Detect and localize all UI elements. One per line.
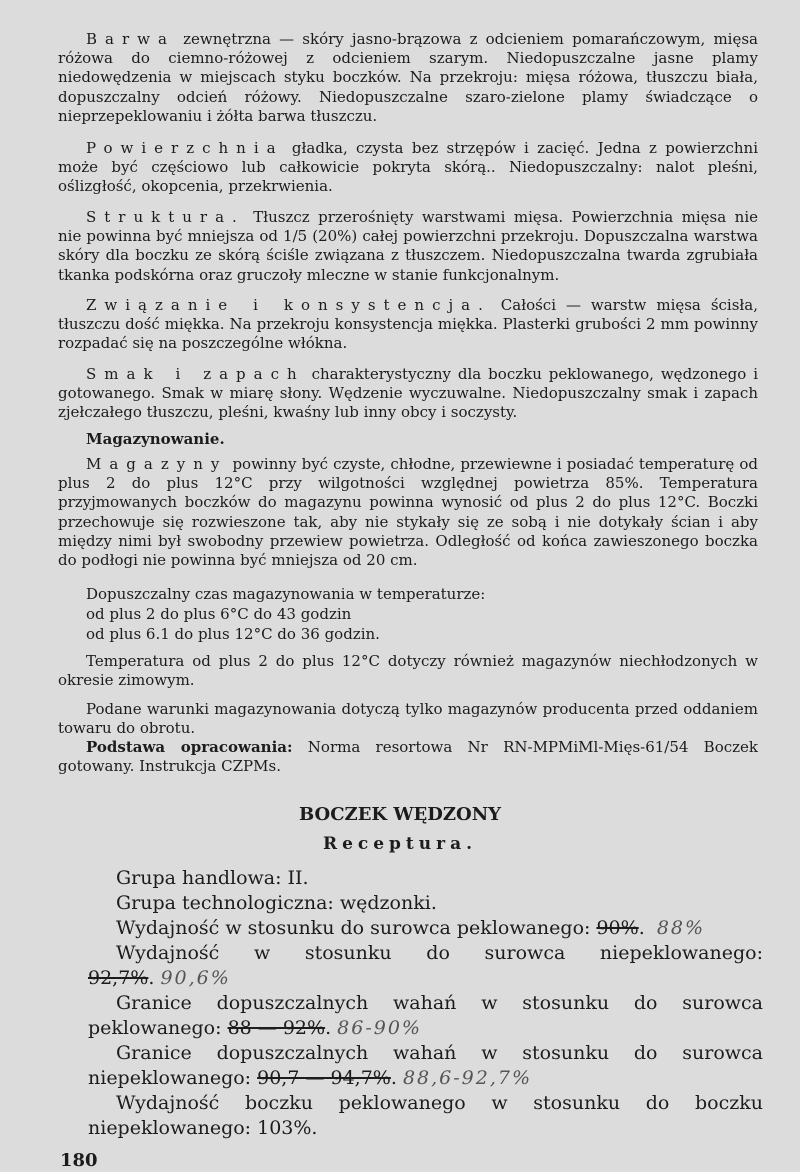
paragraph-storage: Magazyny powinny być czyste, chłodne, przewiewne i posiadać temperaturę od plus 2 do plus 12°C przy wilgotności względnej powietrza 85%. Temperatura przyjmowanych boczków do magazynu powinna wynosić od plus 2 do plus 12°C. Boczki przechowuje się rozwieszone tak, aby nie stykały się ze sobą i nie dotykały ścian i aby między nimi był swobodny przewiew powietrza. Odległość od końca zawieszonego boczka do podłogi nie powinna być mniejsza od 20 cm. bbox=[58, 455, 758, 570]
struck-value: 90,7 — 94,7% bbox=[257, 1067, 391, 1089]
section-subtitle: Receptura. bbox=[322, 834, 478, 854]
term-powierzchnia: Powierzchnia bbox=[86, 139, 284, 157]
storage-time-line-2: od plus 6.1 do plus 12°C do 36 godzin. bbox=[86, 625, 380, 643]
struck-value: 90% bbox=[596, 917, 639, 939]
handwritten-correction: 86-90% bbox=[337, 1017, 422, 1039]
handwritten-correction: 88% bbox=[656, 917, 706, 939]
paragraph-consistency: Związanie i konsystencja. Całości — warstw mięsa ścisła, tłuszczu dość miękka. Na przekroju konsystencja miękka. Plasterki grubości 2 mm powinny rozpadać się na poszczególne włókna. bbox=[58, 296, 758, 353]
storage-time-intro: Dopuszczalny czas magazynowania w temperaturze: bbox=[86, 585, 486, 603]
storage-time-list bbox=[58, 584, 758, 644]
section-title: BOCZEK WĘDZONY bbox=[299, 804, 501, 825]
term-magazyny: Magazyny bbox=[86, 455, 228, 473]
paragraph-structure: Struktura. Tłuszcz przerośnięty warstwami mięsa. Powierzchnia mięsa nie nie powinna być mniejsza od 1/5 (20%) całej powierzchni przekroju. Dopuszczalna warstwa skóry dla boczku ze skórą ściśle związana z tłuszczem. Niedopuszczalna twarda zgrubiała tkanka podskórna oraz gruczoły mleczne w stanie funkcjonalnym. bbox=[58, 208, 758, 284]
storage-heading: Magazynowanie. bbox=[86, 430, 225, 448]
page-number: 180 bbox=[60, 1150, 98, 1171]
handwritten-correction: 90,6% bbox=[160, 967, 231, 989]
term-zwiazanie: Związanie i konsystencja. bbox=[86, 296, 491, 314]
storage-time-line-1: od plus 2 do plus 6°C do 43 godzin bbox=[86, 605, 352, 623]
recipe-range-1: Granice dopuszczalnych wahań w stosunku do surowca peklowanego: 88 — 92%. 86-90% bbox=[88, 992, 763, 1039]
paragraph-taste: Smak i zapach charakterystyczny dla boczku peklowanego, wędzonego i gotowanego. Smak w miarę słony. Wędzenie wyczuwalne. Niedopuszczalny smak i zapach zjełczałego tłuszczu, pleśni, kwaśny lub inny obcy i soczysty. bbox=[58, 365, 758, 422]
paragraph-winter: Temperatura od plus 2 do plus 12°C dotyczy również magazynów niechłodzonych w okresie zimowym. bbox=[58, 652, 758, 690]
struck-value: 92,7% bbox=[88, 967, 149, 989]
term-barwa: Barwa bbox=[86, 30, 175, 48]
recipe-yield-2: Wydajność w stosunku do surowca niepeklowanego: 92,7%. 90,6% bbox=[88, 942, 763, 989]
paragraph-conditions: Podane warunki magazynowania dotyczą tylko magazynów producenta przed oddaniem towaru do obrotu. bbox=[58, 700, 758, 738]
recipe-group-trade: Grupa handlowa: II. bbox=[116, 867, 309, 889]
struck-value: 88 — 92% bbox=[227, 1017, 326, 1039]
term-struktura: Struktura. bbox=[86, 208, 245, 226]
handwritten-correction: 88,6-92,7% bbox=[402, 1067, 533, 1089]
recipe-yield-1: Wydajność w stosunku do surowca peklowanego: 90%. 88% bbox=[116, 917, 706, 939]
recipe-yield-3: Wydajność boczku peklowanego w stosunku do boczku niepeklowanego: 103%. bbox=[88, 1092, 763, 1139]
paragraph-color: Barwa zewnętrzna — skóry jasno-brązowa z odcieniem pomarańczowym, mięsa różowa do ciemno-różowej z odcieniem szarym. Niedopuszczalne jasne plamy niedowędzenia w miejscach styku boczków. Na przekroju: mięsa różowa, tłuszczu biała, dopuszczalny odcień różowy. Niedopuszczalne szaro-zielone plamy świadczące o nieprzepeklowaniu i żółta barwa tłuszczu. bbox=[58, 30, 758, 125]
recipe-range-2: Granice dopuszczalnych wahań w stosunku do surowca niepeklowanego: 90,7 — 94,7%. 88,6-92,7% bbox=[88, 1042, 763, 1089]
term-smak: Smak i zapach bbox=[86, 365, 305, 383]
basis-label: Podstawa opracowania: bbox=[86, 738, 293, 756]
recipe-group-tech: Grupa technologiczna: wędzonki. bbox=[116, 892, 437, 914]
recipe-block bbox=[88, 866, 763, 1141]
paragraph-basis: Podstawa opracowania: Norma resortowa Nr RN-MPMiMl-Mięs-61/54 Boczek gotowany. Instrukcja CZPMs. bbox=[58, 738, 759, 776]
paragraph-surface: Powierzchnia gładka, czysta bez strzępów i zacięć. Jedna z powierzchni może być częściowo lub całkowicie pokryta skórą.. Niedopuszczalny: nalot pleśni, oślizgłość, okopcenia, przekrwienia. bbox=[58, 139, 758, 196]
